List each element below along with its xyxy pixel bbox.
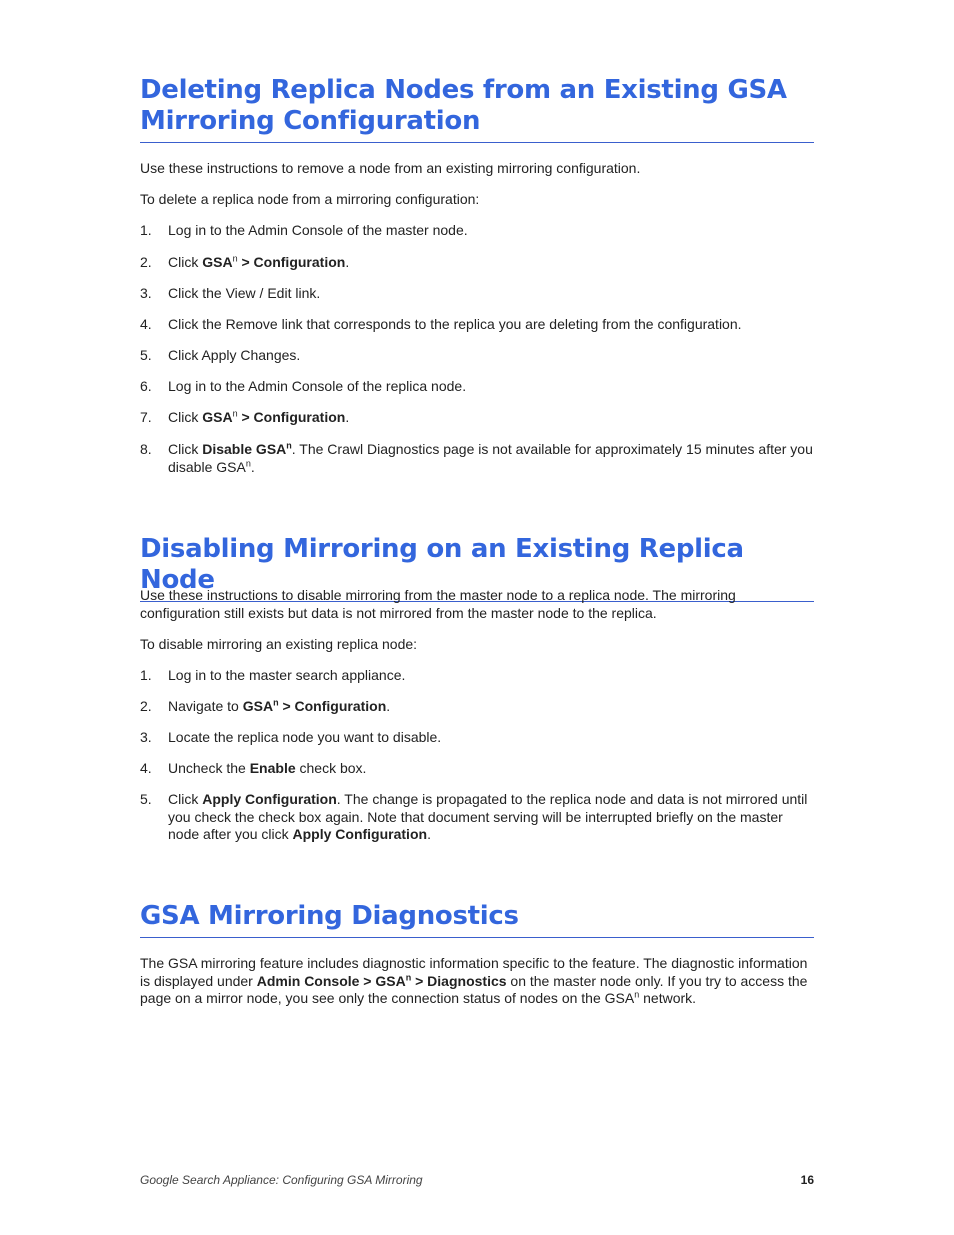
text-run: Click [168,254,203,270]
lead-paragraph: To disable mirroring an existing replica node: [140,636,418,652]
superscript: n [232,253,238,264]
step-text [168,791,814,844]
bold-text: Apply Configuration [202,791,337,807]
step-number: 2. [140,254,152,270]
list-item [140,667,814,685]
step-number: 5. [140,347,152,363]
text-run: Click [168,409,203,425]
step-text: Log in to the Admin Console of the replica node. [168,378,467,394]
step-text [168,698,814,716]
superscript: n [405,971,412,982]
text-run: network. [639,990,697,1006]
step-number: 5. [140,791,152,807]
section-heading-deleting-replica-nodes [140,75,814,143]
text-run: Uncheck the [168,760,250,776]
text-run: . [345,409,350,425]
bold-text: > Configuration [278,698,387,714]
step-text [168,441,814,476]
text-run: Click [168,791,203,807]
text-run: on the master node only. If you try to access the page on a mirror node, you see only the connection status of nodes on the GSA [140,972,808,1006]
text-run: . [427,826,431,842]
section-heading-disabling-mirroring: Disabling Mirroring on an Existing Replica Node [140,534,814,602]
bold-text: Disable GSA [202,441,287,457]
page-footer [140,1173,814,1187]
superscript: n [286,440,292,451]
bold-text: Enable [249,760,296,776]
list-item [140,378,814,396]
bold-text: GSA [242,698,274,714]
bold-text: > Configuration [237,409,346,425]
bold-text: GSA [202,254,233,270]
bold-text: Apply Configuration [292,826,428,842]
text-run: . The change is propagated to the replica node and data is not mirrored until you check the check box again. Note that document serving will be interrupted briefly on the master node after you click [168,791,808,842]
page-number: 16 [800,1173,814,1187]
list-item [140,729,814,747]
step-text [168,409,814,427]
list-item [140,285,814,303]
step-text: Locate the replica node you want to disable. [168,729,442,745]
text-run: . The Crawl Diagnostics page is not available for approximately 15 minutes after you disable GSA [168,441,813,475]
list-item [140,698,814,716]
text-run: Navigate to [168,698,243,714]
step-text: Log in to the master search appliance. [168,667,406,683]
step-text: Click the View / Edit link. [168,285,321,301]
step-number: 1. [140,667,152,683]
step-number: 2. [140,698,152,714]
step-number: 4. [140,316,152,332]
bold-text: Admin Console > GSA [256,972,406,989]
step-number: 3. [140,285,152,301]
text-run: . [250,458,255,475]
footer-title: Google Search Appliance: Configuring GSA Mirroring [140,1173,423,1187]
superscript: n [634,989,640,1000]
lead-paragraph: To delete a replica node from a mirroring configuration: [140,191,480,207]
step-number: 8. [140,441,152,457]
list-item [140,254,814,272]
section-heading-gsa-mirroring-diagnostics: GSA Mirroring Diagnostics [140,901,814,938]
text-run: Click [168,441,203,457]
step-text: Click Apply Changes. [168,347,301,363]
step-text [168,254,814,272]
superscript: n [273,697,279,708]
list-item [140,222,814,240]
heading-line-2: Mirroring Configuration [140,106,481,136]
list-item [140,347,814,365]
step-text [168,760,814,778]
step-text: Click the Remove link that corresponds to the replica you are deleting from the configuration. [168,316,742,332]
step-number: 6. [140,378,152,394]
text-run: check box. [295,760,367,776]
heading-line-1: Deleting Replica Nodes from an Existing GSA [140,75,787,105]
step-number: 4. [140,760,152,776]
diagnostics-paragraph [140,955,814,1008]
text-run: . [386,698,391,714]
intro-paragraph: Use these instructions to disable mirroring from the master node to a replica node. The mirroring configuration still exists but data is not mirrored from the master node to the replica. [140,587,736,621]
step-number: 3. [140,729,152,745]
step-text: Log in to the Admin Console of the master node. [168,222,468,238]
step-number: 1. [140,222,152,238]
text-run: . [345,254,350,270]
step-number: 7. [140,409,152,425]
list-item [140,409,814,427]
bold-text: > Configuration [237,254,346,270]
list-item [140,760,814,778]
superscript: n [245,457,251,468]
list-item [140,791,814,844]
intro-paragraph: Use these instructions to remove a node from an existing mirroring configuration. [140,160,641,176]
bold-text: > Diagnostics [411,972,507,989]
list-item [140,441,814,476]
list-item [140,316,814,334]
bold-text: GSA [202,409,233,425]
text-run: The GSA mirroring feature includes diagnostic information specific to the feature. The diagnostic information is displayed under [140,955,808,989]
superscript: n [232,408,238,419]
